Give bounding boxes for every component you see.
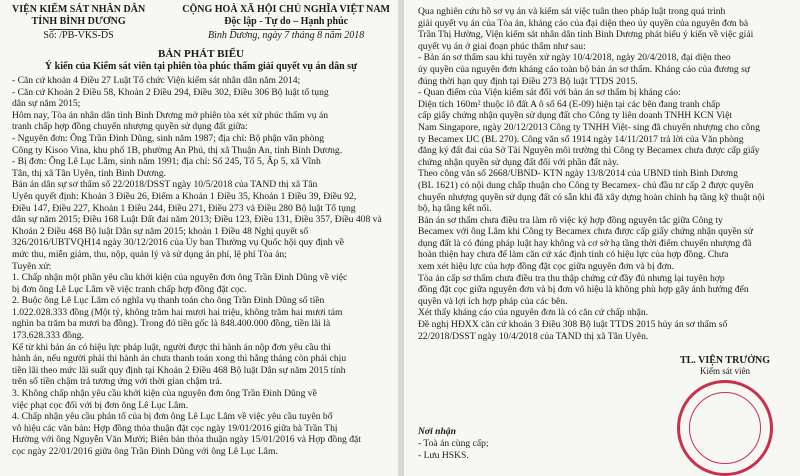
nation-line1: CỘNG HOÀ XÃ HỘI CHỦ NGHĨA VIỆT NAM (182, 4, 390, 15)
agency-block (12, 4, 145, 42)
text-line: Becamex với ông Lâm khi Công ty Becamex chưa được cấp giấy chứng nhận quyền sử (418, 226, 753, 238)
text-line: 2. Buộc ông Lê Lục Lâm có nghĩa vụ thanh toán cho ông Trần Đình Dũng số tiền (12, 295, 325, 307)
text-line: quyết vụ án ở giai đoạn phúc thẩm như sau: (418, 40, 586, 52)
signer-subtitle: Kiểm sát viên (700, 366, 750, 376)
text-line: Bản án sơ thẩm chưa điều tra làm rõ việc ký hợp đồng nguyên tắc giữa Công ty (418, 214, 723, 226)
text-line: - Quan điểm của Viện kiểm sát đối với bản án sơ thẩm bị kháng cáo: (418, 87, 681, 99)
left-body-text (12, 75, 390, 458)
text-line: cọc ngày 22/01/2016 giữa ông Trần Đình Dũng với ông Lê Lục Lâm. (12, 446, 278, 457)
text-line: Qua nghiên cứu hồ sơ vụ án và kiểm sát việc tuân theo pháp luật trong quá trình (418, 6, 726, 17)
text-line: hành án, nếu người phải thi hành án chưa thanh toán xong thì hằng tháng còn phải chịu (12, 353, 347, 365)
text-line: giải quyết vụ án của Tòa án, kháng cáo của đại diện theo ủy quyền của nguyên đơn bà (418, 17, 749, 29)
text-line: Đề nghị HĐXX căn cứ khoản 3 Điều 308 Bộ luật TTDS 2015 hủy án sơ thẩm số (418, 319, 728, 331)
text-line: đồng đặt cọc giữa nguyên đơn và bị đơn vô hiệu là không phù hợp gây ảnh hưởng đến (418, 284, 749, 296)
text-line: Nam Singapore, ngày 20/12/2013 Công ty TNHH Việt- sing đã chuyển nhượng cho công (418, 121, 760, 133)
text-line: 22/2018/DSST ngày 10/4/2018 của TAND thị xã Tân Uyên. (418, 330, 649, 342)
text-line: cấp giấy chứng nhận quyền sử dụng đất cho Công ty liên doanh TNHH KCN Việt (418, 110, 733, 122)
text-line: tiền lãi theo mức lãi suất quy định tại Khoản 2 Điều 468 Bộ luật Dân sự năm 2015 tính (12, 364, 346, 376)
text-line: Kể từ khi bản án có hiệu lực pháp luật, người được thi hành án nộp đơn yêu cầu thi (12, 341, 331, 353)
text-line: Tuyên xử: (12, 260, 52, 272)
left-page (0, 0, 398, 476)
text-line: vô hiệu các văn bản: Hợp đồng thỏa thuận đặt cọc ngày 19/01/2016 giữa bà Trần Thị (12, 422, 338, 434)
recipients-title: Nơi nhận (418, 426, 456, 437)
text-line: 173.628.333 đồng. (12, 330, 84, 342)
text-line: chứng nhận quyền sử dụng đất đối với phần đất này. (418, 156, 619, 168)
text-line: - Bị đơn: Ông Lê Lục Lâm, sinh năm 1991; địa chỉ: Số 245, Tổ 5, Ấp 5, xã Vĩnh (12, 156, 321, 168)
right-page (404, 0, 800, 476)
text-line: xem xét hiệu lực của hợp đồng đặt cọc giữa nguyên đơn và bị đơn. (418, 261, 675, 273)
text-line: tranh chấp hợp đồng chuyển nhượng quyền sử dụng đất giữa: (12, 121, 248, 133)
text-line: (BL 1621) có nội dung chấp thuận cho Công ty Becamex- chủ đầu tư cấp 2 được quyền (418, 179, 754, 191)
text-line: dụng đất là có đúng pháp luật hay không và cơ sở hạ tầng thời điểm chuyển nhượng đã (418, 237, 752, 249)
text-line: Diện tích 160m² thuộc lô đất A ô số 64 (E-09) hiện tại các bên đang tranh chấp (418, 98, 721, 110)
nation-line2: Độc lập - Tự do – Hạnh phúc (224, 16, 349, 27)
text-line: 4. Chấp nhận yêu cầu phản tố của bị đơn ông Lê Lục Lâm về việc yêu cầu tuyên bố (12, 411, 333, 423)
text-line: quyền và lợi ích hợp pháp của các bên. (418, 295, 568, 307)
text-line: ủy quyền của nguyên đơn kháng cáo toàn bộ bản án sơ thẩm. Kháng cáo của đương sự (418, 63, 751, 75)
text-line: Uyên quyết định: Khoản 3 Điều 26, Điểm a Khoản 1 Điều 35, Khoản 1 Điều 39, Điều 92, (12, 190, 357, 202)
text-line: - Bản án sơ thẩm sau khi tuyên xử ngày 10/4/2018, ngày 20/4/2018, đại diện theo (418, 52, 731, 64)
text-line: Hường với ông Nguyễn Văn Mười; Biên bản thỏa thuận ngày 15/01/2016 và Hợp đồng đặt (12, 434, 361, 446)
agency-line2: TỈNH BÌNH DƯƠNG (31, 16, 126, 27)
recipient-2: - Lưu HSKS. (418, 450, 469, 461)
recipients-block (418, 426, 489, 462)
nation-block (182, 4, 390, 42)
document-subtitle: Ý kiến của Kiểm sát viên tại phiên tòa phúc thẩm giải quyết vụ án dân sự (44, 61, 358, 72)
text-line: việc phạt cọc đối với bị đơn ông Lê Lục Lâm. (12, 399, 189, 411)
text-line: Điều 147, Điều 227, Khoản 1 Điều 244, Điều 271, Điều 273 và Điều 280 Bộ luật Tố tụng (12, 202, 356, 214)
text-line: Theo công văn số 2668/UBND- KTN ngày 13/8/2014 của UBND tỉnh Bình Dương (418, 168, 738, 180)
text-line: mức thu, miễn giảm, thu, nộp, quản lý và sử dụng án phí, lệ phí Tòa án; (12, 248, 287, 260)
text-line: trên số tiền chậm trả tương ứng với thời gian chậm trả. (12, 376, 222, 388)
text-line: - Căn cứ Khoản 2 Điều 58, Khoản 2 Điều 294, Điều 302, Điều 306 Bộ luật tố tụng (12, 86, 329, 98)
right-body-text (418, 6, 792, 342)
text-line: Tân, thị xã Tân Uyên, tỉnh Bình Dương. (12, 167, 166, 179)
text-line: - Nguyên đơn: Ông Trần Đình Dũng, sinh năm 1987; địa chỉ: Bộ phận văn phòng (12, 132, 325, 144)
text-line: dân sự năm 2015; (12, 98, 81, 110)
text-line: hoàn thiện hay chưa để làm căn cứ xác định tính có hiệu lực của hợp đồng. Chưa (418, 249, 729, 261)
text-line: - Căn cứ khoản 4 Điều 27 Luật Tổ chức Viện kiểm sát nhân dân năm 2014; (12, 75, 301, 86)
recipient-1: - Toà án cùng cấp; (418, 438, 489, 449)
text-line: Khoản 2 Điều 468 Bộ luật Dân sự năm 2015; khoản 1 Điều 48 Nghị quyết số (12, 225, 309, 237)
text-line: 1. Chấp nhận một phần yêu cầu khởi kiện của nguyên đơn ông Trần Đình Dũng về việc (12, 272, 348, 284)
text-line: ty Becamex IJC (BL 270). Công văn số 1914 ngày 14/11/2017 trả lời của Văn phòng (418, 133, 744, 145)
signer-title: TL. VIỆN TRƯỞNG (679, 355, 771, 366)
text-line: bị đơn ông Lê Lục Lâm về việc tranh chấp hợp đồng đặt cọc. (12, 283, 247, 295)
text-line: Xét thấy kháng cáo của nguyên đơn là có căn cứ chấp nhận. (418, 307, 649, 319)
text-line: Trần Thị Hường, Viện kiểm sát nhân dân tỉnh Bình Dương phát biểu ý kiến về việc giải (418, 29, 754, 41)
text-line: bộ, hạ tầng kết nối. (418, 203, 492, 215)
doc-number: Số: /PB-VKS-DS (43, 30, 114, 41)
text-line: Công ty Kisoo Vina, khu phố 1B, phường An Phú, thị xã Thuận An, tỉnh Bình Dương. (12, 144, 343, 156)
text-line: dân sự năm 2015; Điều 168 Luật Đất đai năm 2013; Điều 123, Điều 131, Điều 357, Điều 408 và (12, 214, 382, 226)
text-line: đúng thời hạn quy định tại Điều 273 Bộ luật TTDS 2015. (418, 75, 638, 87)
agency-line1: VIỆN KIỂM SÁT NHÂN DÂN (12, 4, 146, 15)
text-line: 1.022.028.333 đồng (Một tỷ, không trăm hai mươi hai triệu, không trăm hai mươi tám (12, 306, 343, 318)
text-line: chuyển nhượng quyền sử dụng đất có sẵn khi đã xây dựng hoàn chỉnh hạ tầng kỹ thuật nội (418, 191, 765, 203)
official-seal-stamp (677, 380, 773, 476)
text-line: Tòa án cấp sơ thẩm chưa điều tra thu thập chứng cứ đầy đủ nhưng lại tuyên hợp (418, 272, 725, 284)
signature-block (660, 355, 790, 476)
text-line: Hôm nay, Tòa án nhân dân tỉnh Bình Dương mở phiên tòa xét xử phúc thẩm vụ án (12, 109, 329, 121)
document-title: BẢN PHÁT BIỂU (158, 48, 244, 60)
text-line: đăng ký đất đai của Sở Tài Nguyên môi trường thì Công ty Becamex chưa được cấp giấy (418, 145, 760, 157)
document-date: Bình Dương, ngày 7 tháng 8 năm 2018 (207, 30, 365, 41)
text-line: Bản án dân sự sơ thẩm số 22/2018/DSST ngày 10/5/2018 của TAND thị xã Tân (12, 179, 318, 191)
text-line: 3. Không chấp nhận yêu cầu khởi kiện của nguyên đơn ông Trần Đình Dũng về (12, 388, 317, 400)
document-header (12, 4, 390, 42)
text-line: 326/2016/UBTVQH14 ngày 30/12/2016 của Ủy ban Thường vụ Quốc hội quy định về (12, 237, 344, 249)
text-line: nghìn ba trăm ba mươi ba đồng). Trong đó tiền gốc là 848.400.000 đồng, tiền lãi là (12, 318, 331, 330)
